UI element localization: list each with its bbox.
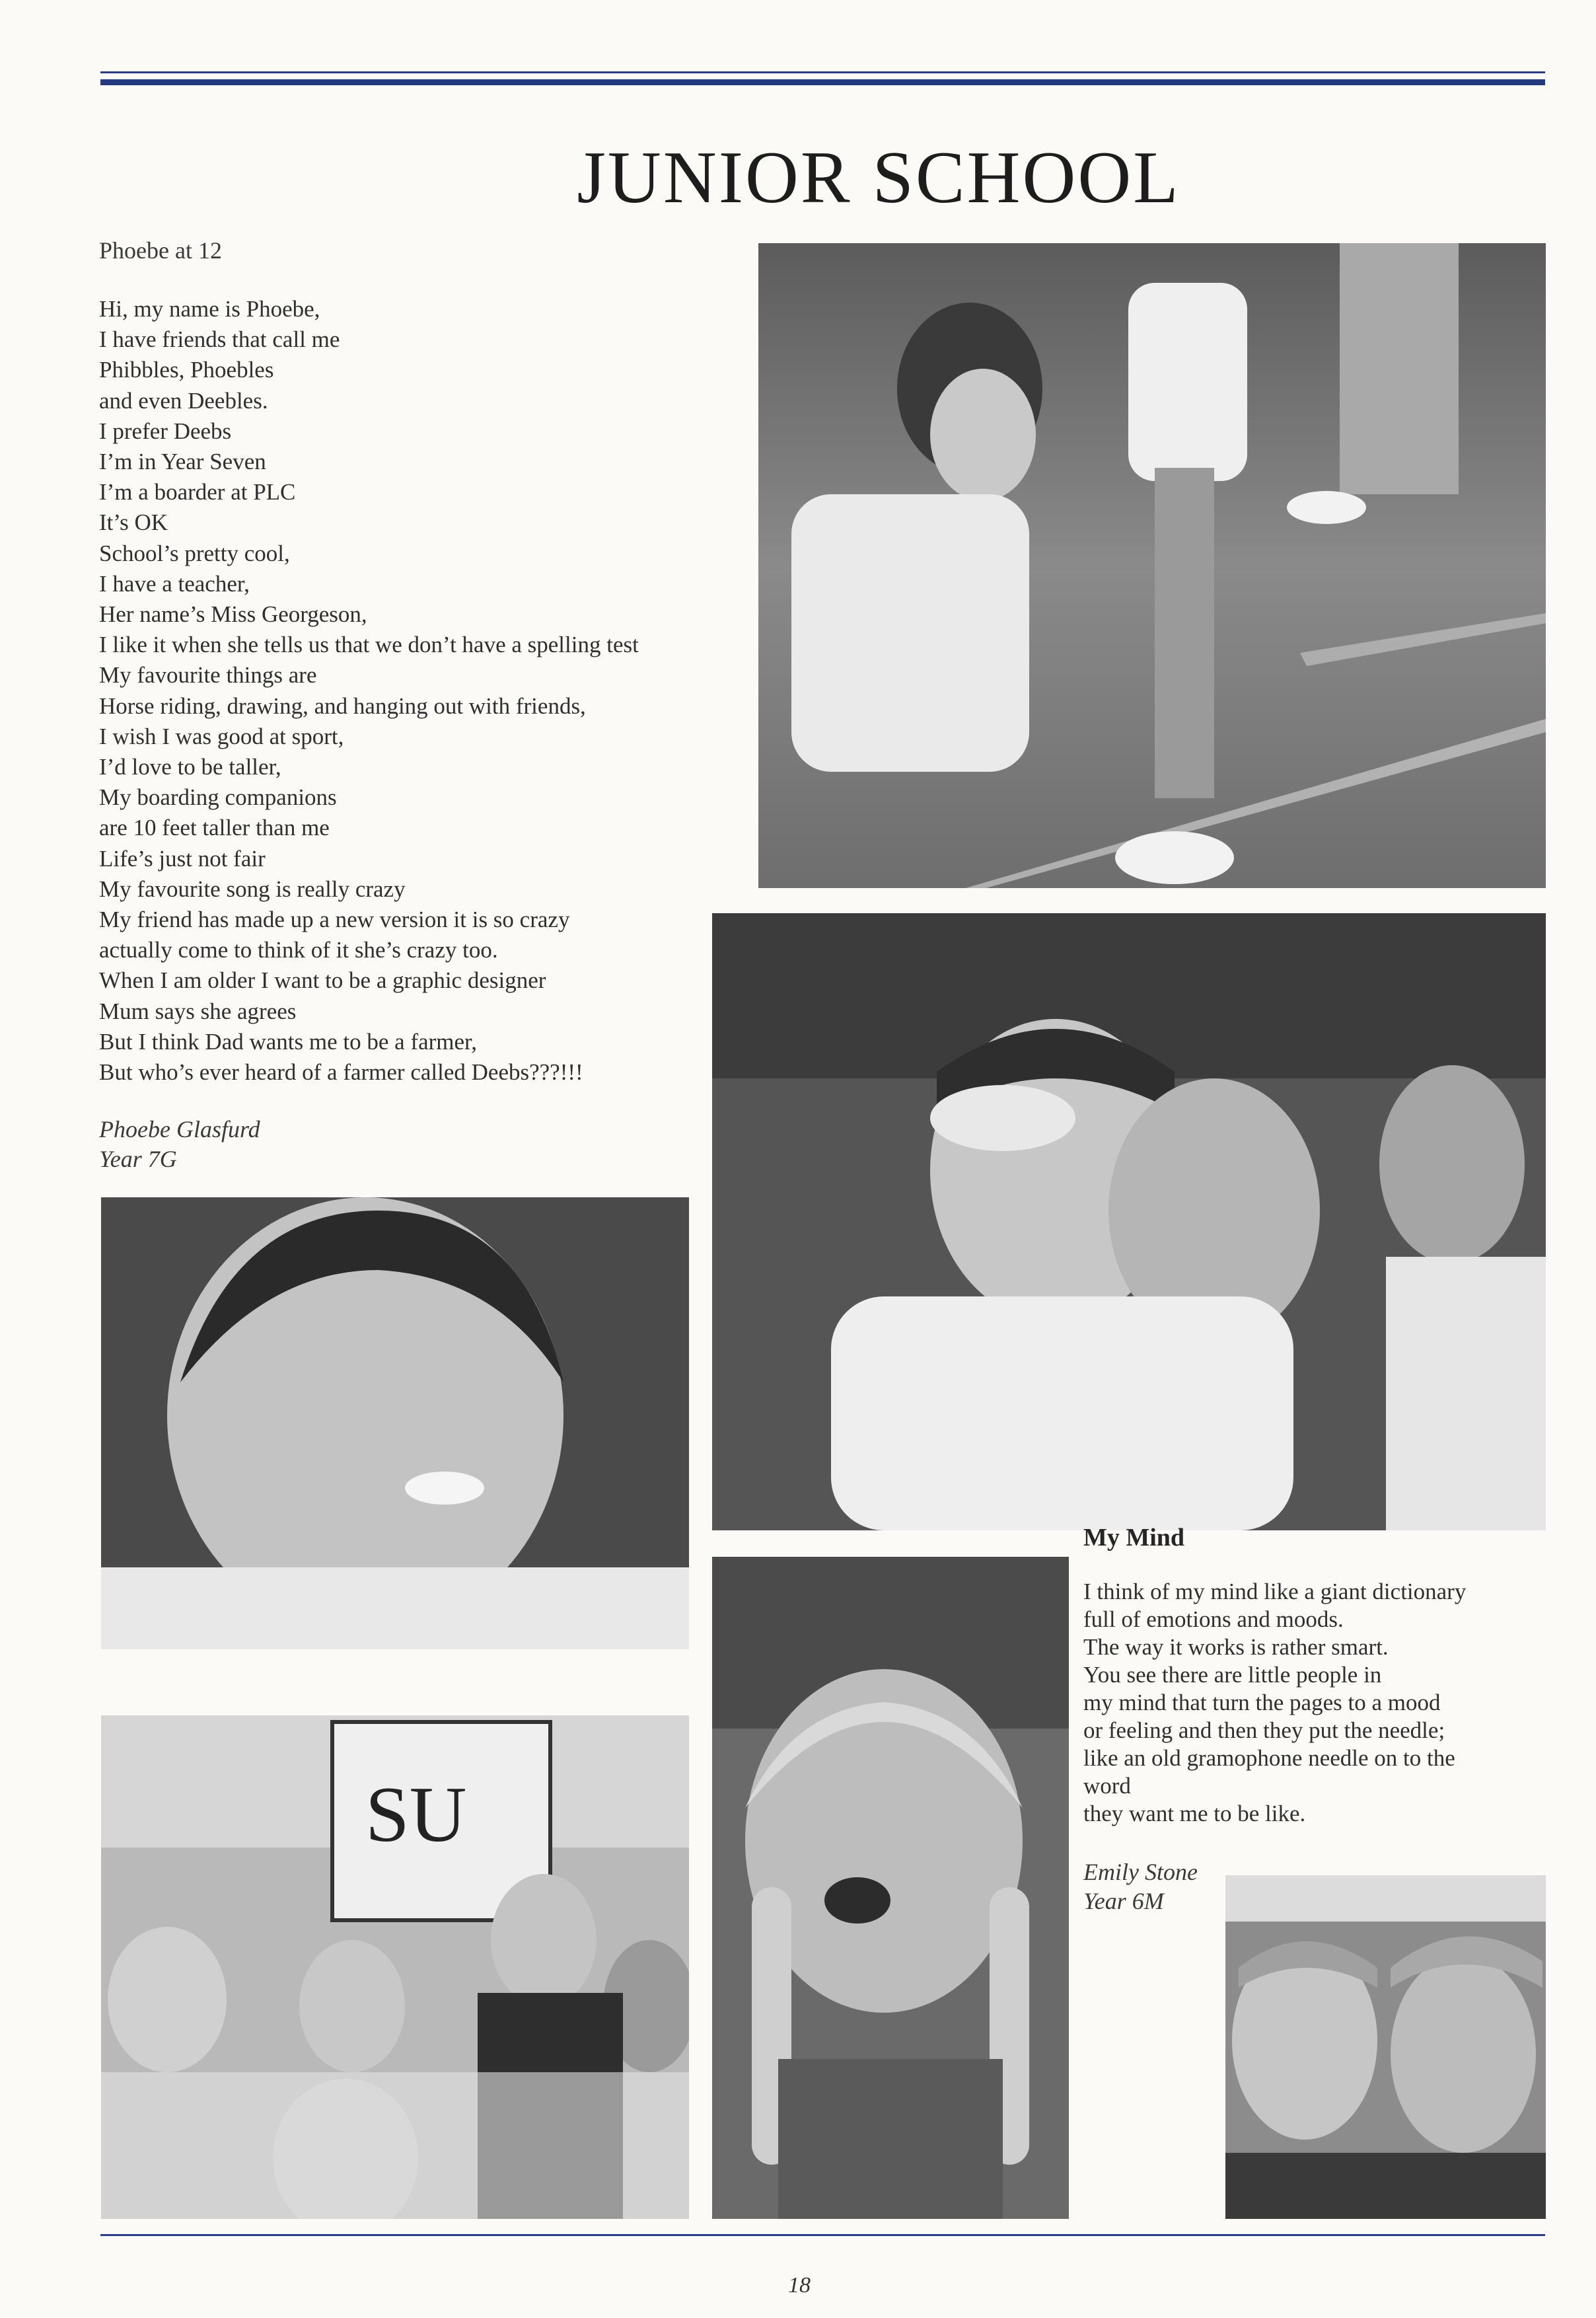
poem-line: Life’s just not fair [99,845,266,872]
poem-line: My boarding companions [99,784,337,811]
poem-author-phoebe: Phoebe Glasfurd [99,1116,260,1142]
photo-girl-with-braids [712,1557,1069,2219]
poem-line: School’s pretty cool, [99,540,290,566]
poem-line: I have a teacher, [99,570,250,597]
poem-author-emily: Emily Stone [1083,1859,1198,1885]
poem-author-year-emily: Year 6M [1083,1888,1164,1914]
poem-line: and even Deebles. [99,387,268,414]
poem-line: I prefer Deebs [99,418,232,444]
poem-line: my mind that turn the pages to a mood [1083,1690,1441,1715]
poem-line: You see there are little people in [1083,1662,1382,1688]
page-number: 18 [788,2273,811,2298]
poem-line: full of emotions and moods. [1083,1606,1344,1632]
poem-line: I’d love to be taller, [99,754,281,780]
poem-line: I think of my mind like a giant dictionary [1083,1579,1467,1604]
poem-line: like an old gramophone needle on to the [1083,1745,1455,1771]
sign-text: SU [365,1770,467,1858]
photo-two-girls-caps [1225,1875,1546,2219]
poem-line: But who’s ever heard of a farmer called Deebs???!!! [99,1059,583,1086]
poem-line: word [1083,1773,1131,1799]
poem-line: I have friends that call me [99,326,340,353]
poem-line: Phibbles, Phoebles [99,357,274,383]
poem-line: actually come to think of it she’s crazy too. [99,937,498,963]
poem-line: I like it when she tells us that we don’t have a spelling test [99,632,639,658]
poem-line: But I think Dad wants me to be a farmer, [99,1028,478,1055]
poem-line: My friend has made up a new version it is so crazy [99,907,570,933]
photo-girl-portrait [101,1197,689,1649]
photo-two-girls-smiling [712,913,1546,1530]
bottom-rule [100,2234,1545,2236]
top-rule-thin [100,71,1545,73]
poem-line: The way it works is rather smart. [1083,1634,1389,1660]
poem-line: or feeling and then they put the needle; [1083,1717,1445,1743]
poem-line: My favourite song is really crazy [99,876,406,902]
poem-title-phoebe: Phoebe at 12 [99,237,222,264]
photo-running-race [758,243,1546,888]
poem-line: It’s OK [99,509,168,536]
poem-line: I’m a boarder at PLC [99,479,296,505]
poem-line: Horse riding, drawing, and hanging out with friends, [99,692,586,719]
photo-group-with-sign [101,1715,689,2219]
poem-line: are 10 feet taller than me [99,815,330,841]
poem-line: I’m in Year Seven [99,449,266,475]
poem-line: they want me to be like. [1083,1801,1306,1826]
poem-line: Her name’s Miss Georgeson, [99,601,367,628]
page-title: JUNIOR SCHOOL [577,137,1180,219]
poem-author-year-phoebe: Year 7G [99,1146,177,1172]
poem-line: My favourite things are [99,662,317,689]
poem-phoebe [99,294,760,1088]
poem-title-my-mind: My Mind [1083,1524,1185,1552]
poem-line: Hi, my name is Phoebe, [99,296,320,322]
poem-line: When I am older I want to be a graphic designer [99,967,546,994]
top-rule-thick [100,79,1545,85]
poem-line: Mum says she agrees [99,998,297,1024]
poem-line: I wish I was good at sport, [99,723,344,749]
poem-my-mind [1083,1578,1546,1828]
